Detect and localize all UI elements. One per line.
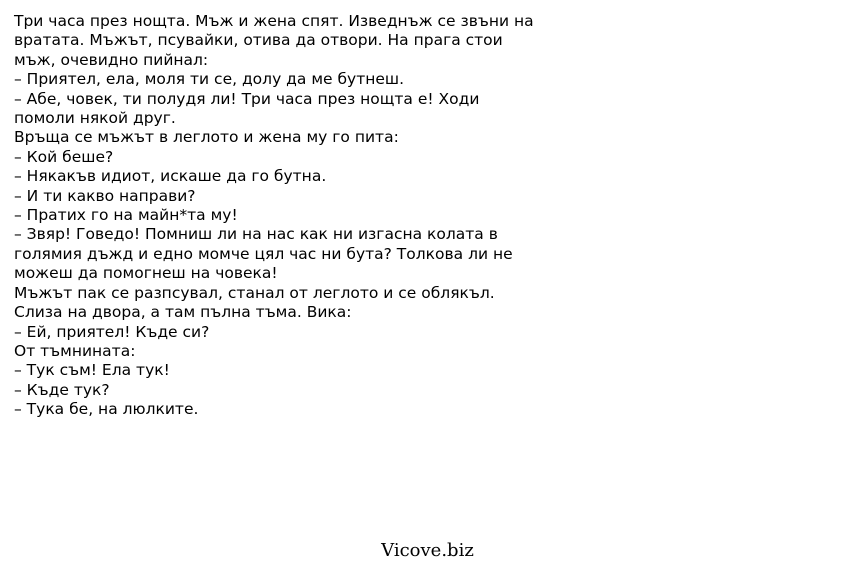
joke-line: – Тука бе, на люлките. — [14, 400, 199, 419]
joke-text — [14, 12, 614, 420]
joke-line: – Абе, човек, ти полудя ли! Три часа през нощта е! Ходи — [14, 89, 480, 108]
site-watermark: Vicove.biz — [381, 540, 474, 561]
joke-line: Връща се мъжът в леглото и жена му го пита: — [14, 128, 399, 147]
joke-line: – Звяр! Говедо! Помниш ли на нас как ни изгасна колата в — [14, 225, 498, 244]
joke-line: Мъжът пак се разпсувал, станал от леглото и се облякъл. — [14, 283, 495, 302]
joke-line: голямия дъжд и едно момче цял час ни бута? Толкова ли не — [14, 244, 513, 263]
joke-line: От тъмнината: — [14, 341, 136, 360]
joke-line: – И ти какво направи? — [14, 186, 196, 205]
joke-line: можеш да помогнеш на човека! — [14, 264, 278, 283]
joke-line: – Кой беше? — [14, 147, 114, 166]
joke-line: помоли някой друг. — [14, 109, 176, 128]
joke-line: Три часа през нощта. Мъж и жена спят. Изведнъж се звъни на — [14, 12, 534, 30]
joke-line: Слиза на двора, а там пълна тъма. Вика: — [14, 303, 352, 322]
joke-line: мъж, очевидно пийнал: — [14, 50, 209, 69]
joke-line: – Ей, приятел! Къде си? — [14, 322, 210, 341]
joke-line: – Къде тук? — [14, 380, 110, 399]
joke-line: вратата. Мъжът, псувайки, отива да отвори. На прага стои — [14, 31, 503, 50]
joke-line: – Пратих го на майн*та му! — [14, 206, 238, 225]
joke-line: – Приятел, ела, моля ти се, долу да ме бутнеш. — [14, 70, 405, 89]
joke-line: – Тук съм! Ела тук! — [14, 361, 170, 380]
joke-line: – Някакъв идиот, искаше да го бутна. — [14, 167, 327, 186]
